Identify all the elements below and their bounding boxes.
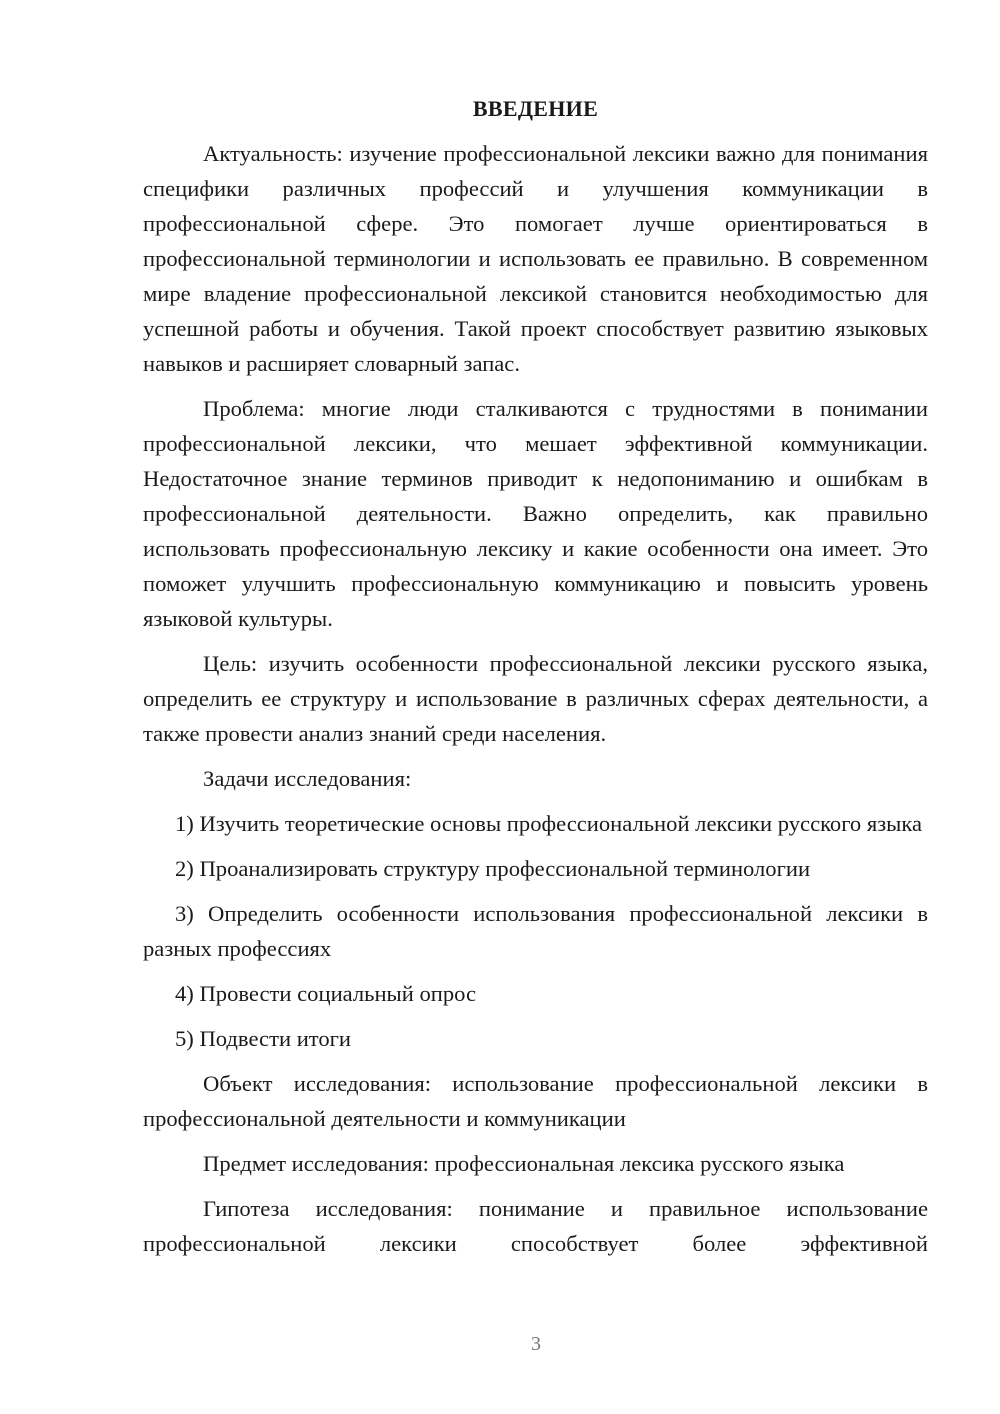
page-number: 3 [531, 1333, 541, 1355]
page-title: ВВЕДЕНИЕ [472, 96, 599, 121]
task-item-1: 1) Изучить теоретические основы профессиональной лексики русского языка [175, 811, 923, 836]
task-item-4: 4) Провести социальный опрос [175, 981, 477, 1006]
task-item-3: 3) Определить особенности использования профессиональной лексики в разных профессиях [143, 901, 928, 961]
tasks-heading: Задачи исследования: [203, 766, 412, 791]
paragraph-problem: Проблема: многие люди сталкиваются с трудностями в понимании профессиональной лексики, что мешает эффективной коммуникации. Недостаточное знание терминов приводит к недопониманию и ошибкам в профессиональной деятельности. Важно определить, как правильно использовать профессиональную лексику и какие особенности она имеет. Это поможет улучшить профессиональную коммуникацию и повысить уровень языковой культуры. [143, 396, 928, 631]
document-page [143, 94, 928, 1261]
paragraph-relevance: Актуальность: изучение профессиональной лексики важно для понимания специфики различных профессий и улучшения коммуникации в профессиональной сфере. Это помогает лучше ориентироваться в профессиональной терминологии и использовать ее правильно. В современном мире владение профессиональной лексикой становится необходимостью для успешной работы и обучения. Такой проект способствует развитию языковых навыков и расширяет словарный запас. [143, 141, 928, 376]
paragraph-object: Объект исследования: использование профессиональной лексики в профессиональной деятельности и коммуникации [143, 1071, 928, 1131]
paragraph-goal: Цель: изучить особенности профессиональной лексики русского языка, определить ее структуру и использование в различных сферах деятельности, а также провести анализ знаний среди населения. [143, 651, 928, 746]
paragraph-subject: Предмет исследования: профессиональная лексика русского языка [203, 1151, 845, 1176]
task-item-2: 2) Проанализировать структуру профессиональной терминологии [175, 856, 811, 881]
paragraph-hypothesis: Гипотеза исследования: понимание и правильное использование профессиональной лексики способствует более эффективной [143, 1196, 928, 1256]
task-item-5: 5) Подвести итоги [175, 1026, 352, 1051]
